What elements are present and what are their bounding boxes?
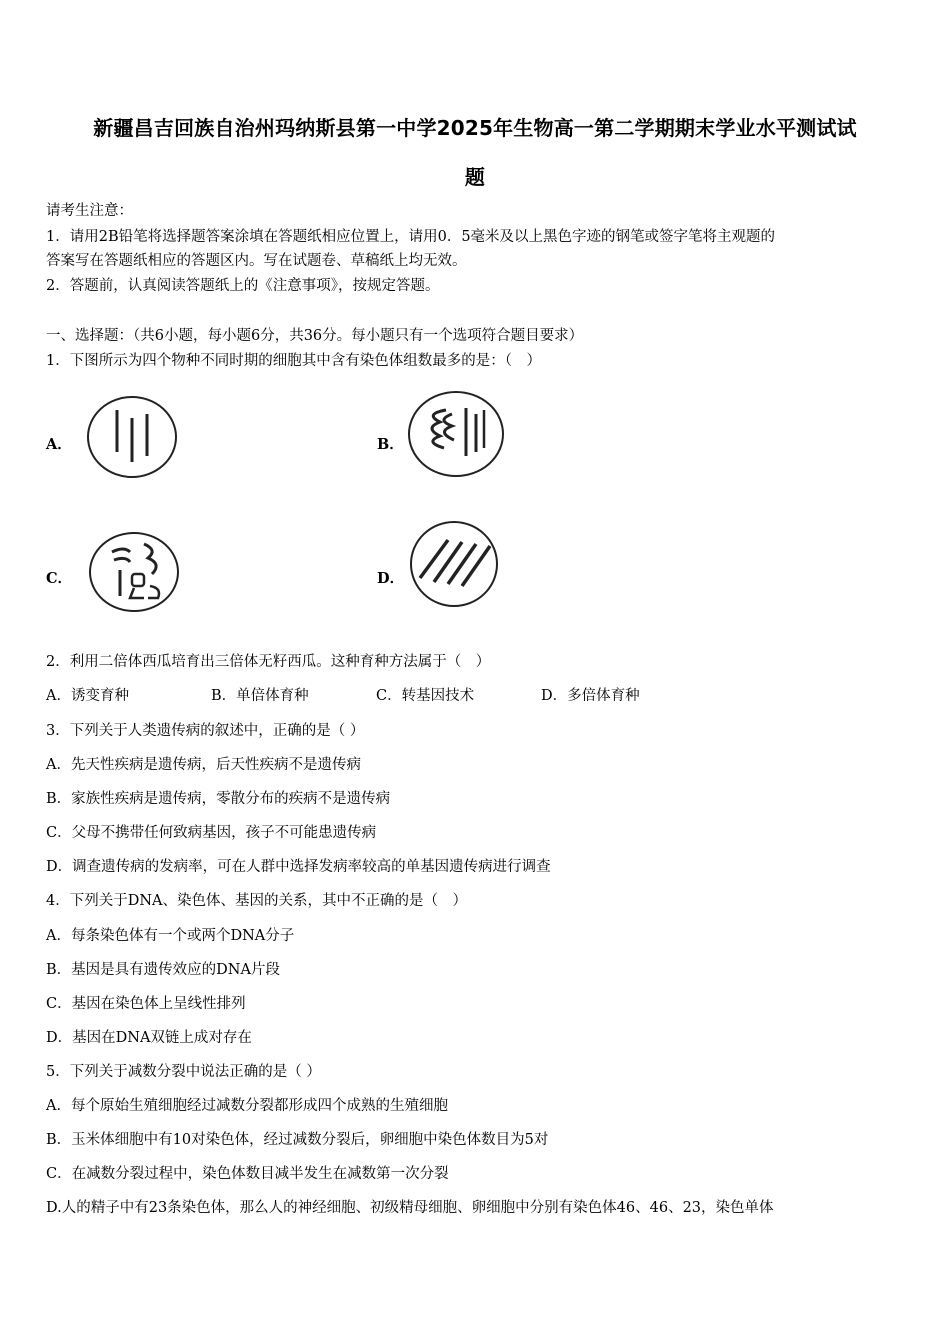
q1-cell-b-figure	[406, 390, 506, 480]
q5-option-b: B．玉米体细胞中有10对染色体，经过减数分裂后，卵细胞中染色体数目为5对	[46, 1132, 549, 1148]
q2-options	[46, 686, 640, 706]
q3-stem: 3．下列关于人类遗传病的叙述中，正确的是（ ）	[46, 723, 365, 739]
notice-2: 2．答题前，认真阅读答题纸上的《注意事项》，按规定答题。	[46, 278, 440, 294]
q3-option-a: A．先天性疾病是遗传病，后天性疾病不是遗传病	[46, 757, 361, 773]
q1-cell-a-figure	[84, 394, 180, 480]
q2-option-b: B．单倍体育种	[211, 688, 309, 704]
q4-option-c: C．基因在染色体上呈线性排列	[46, 996, 246, 1012]
q4-option-b: B．基因是具有遗传效应的DNA片段	[46, 962, 280, 978]
q2-option-d: D．多倍体育种	[541, 688, 640, 704]
notice-heading: 请考生注意：	[46, 203, 133, 219]
q4-option-a: A．每条染色体有一个或两个DNA分子	[46, 928, 295, 944]
q3-option-b: B．家族性疾病是遗传病，零散分布的疾病不是遗传病	[46, 791, 391, 807]
q1-option-d-label: D．	[377, 570, 405, 587]
q4-stem: 4．下列关于DNA、染色体、基因的关系，其中不正确的是（ ）	[46, 893, 468, 909]
q1-option-a-label: A．	[46, 436, 72, 453]
q2-option-c: C．转基因技术	[376, 688, 475, 704]
q4-option-d: D．基因在DNA双链上成对存在	[46, 1030, 252, 1046]
q3-option-d: D．调查遗传病的发病率，可在人群中选择发病率较高的单基因遗传病进行调查	[46, 859, 551, 875]
q3-option-c: C．父母不携带任何致病基因，孩子不可能患遗传病	[46, 825, 377, 841]
q1-option-c-label: C．	[46, 570, 73, 587]
notice-1a: 1．请用2B铅笔将选择题答案涂填在答题纸相应位置上，请用0．5毫米及以上黑色字迹的钢笔或签字笔将主观题的	[46, 229, 776, 245]
section-heading: 一、选择题：（共6小题，每小题6分，共36分。每小题只有一个选项符合题目要求）	[46, 328, 584, 344]
q5-option-d: D.人的精子中有23条染色体，那么人的神经细胞、初级精母细胞、卵细胞中分别有染色体46、46、23，染色单体	[46, 1200, 774, 1216]
q1-cell-d-figure	[408, 520, 500, 610]
notice-1b: 答案写在答题纸相应的答题区内。写在试题卷、草稿纸上均无效。	[46, 253, 467, 269]
q1-cell-c-figure	[86, 530, 182, 614]
q2-stem: 2．利用二倍体西瓜培育出三倍体无籽西瓜。这种育种方法属于（ ）	[46, 654, 491, 670]
doc-title-line2: 题	[464, 165, 486, 189]
q1-option-b-label: B．	[377, 436, 404, 453]
q2-option-a: A．诱变育种	[46, 688, 129, 704]
q5-option-a: A．每个原始生殖细胞经过减数分裂都形成四个成熟的生殖细胞	[46, 1098, 448, 1114]
q1-stem: 1．下图所示为四个物种不同时期的细胞其中含有染色体组数最多的是：（ ）	[46, 353, 541, 369]
q5-option-c: C．在减数分裂过程中，染色体数目减半发生在减数第一次分裂	[46, 1166, 449, 1182]
q5-stem: 5．下列关于减数分裂中说法正确的是（ ）	[46, 1064, 321, 1080]
doc-title-line1: 新疆昌吉回族自治州玛纳斯县第一中学2025年生物高一第二学期期末学业水平测试试	[93, 116, 857, 140]
